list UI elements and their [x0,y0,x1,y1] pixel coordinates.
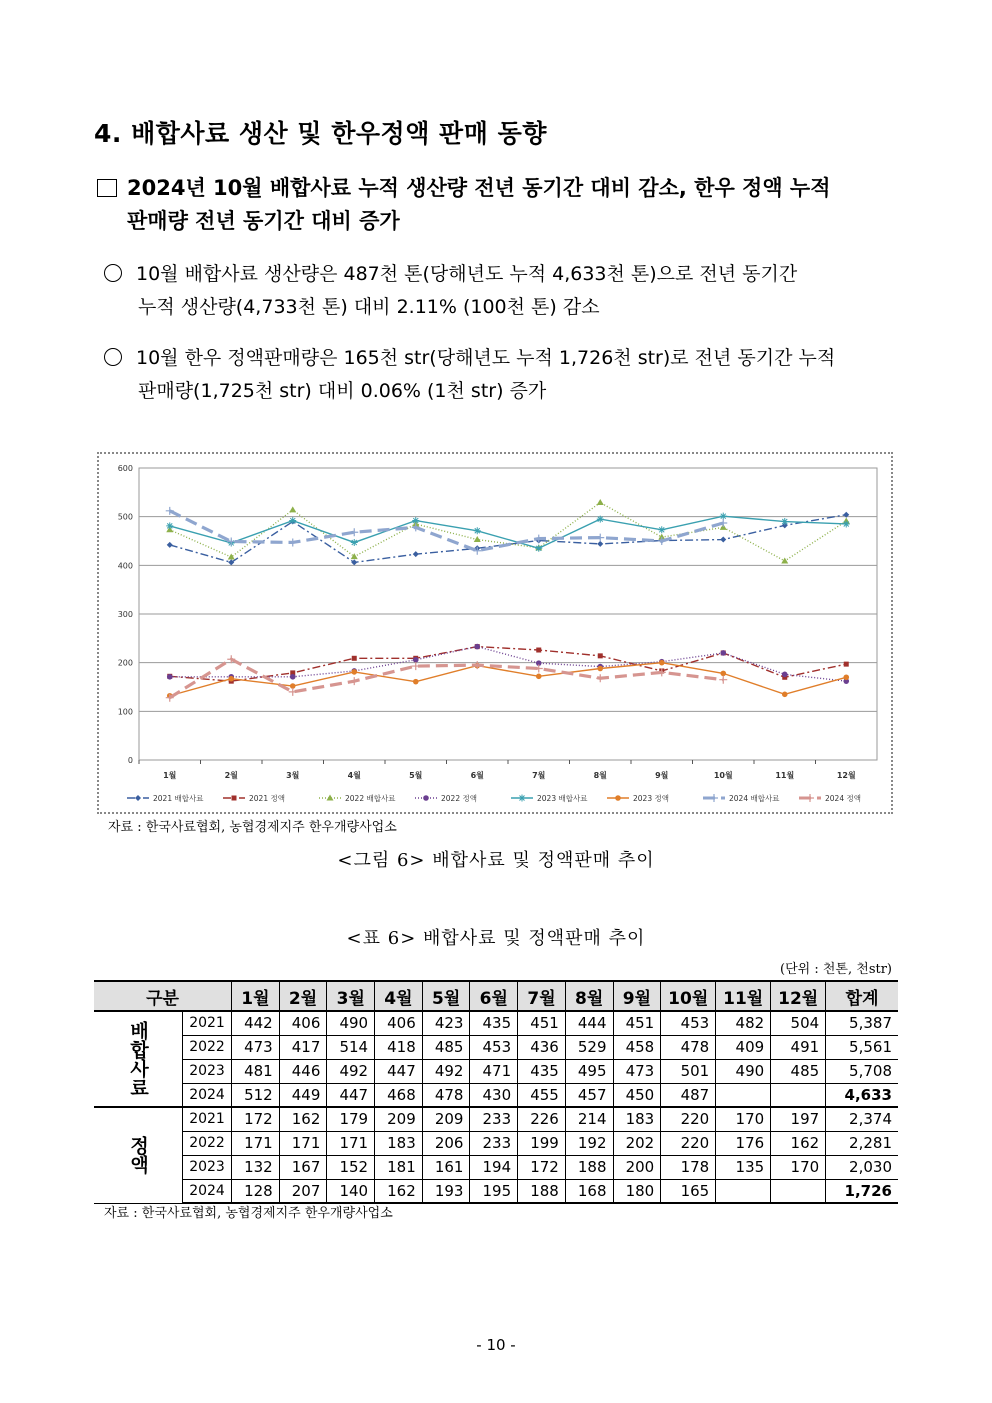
x-tick-label: 1월 [163,771,177,780]
table-cell: 453 [470,1035,518,1059]
table-cell: 183 [613,1107,661,1131]
row-year: 2022 [183,1131,232,1155]
data-point [228,554,235,560]
table-cell: 172 [232,1107,280,1131]
table-cell: 188 [565,1155,613,1179]
data-point [536,673,542,679]
header-col: 12월 [771,981,826,1011]
data-point [135,795,141,801]
table-row [94,1179,898,1203]
total-cell: 5,387 [826,1011,898,1035]
table-cell: 207 [279,1179,327,1203]
data-point [597,541,603,547]
total-cell: 2,374 [826,1107,898,1131]
data-point [659,660,665,666]
x-tick-label: 5월 [409,771,423,780]
data-point [289,538,297,546]
data-point [720,650,726,656]
table-cell: 200 [613,1155,661,1179]
table-cell [771,1083,826,1107]
table-cell: 188 [518,1179,566,1203]
x-tick-label: 7월 [532,771,546,780]
table-cell: 179 [327,1107,375,1131]
chart-source: 자료 : 한국사료협회, 농협경제지주 한우개량사업소 [108,820,397,835]
row-year: 2024 [183,1179,232,1203]
header-col: 5월 [422,981,470,1011]
data-point [719,676,727,684]
table-cell: 220 [661,1107,716,1131]
header-col: 6월 [470,981,518,1011]
data-point [782,692,788,698]
table-cell: 514 [327,1035,375,1059]
data-point [350,528,358,536]
table-cell: 482 [716,1011,771,1035]
data-point [720,537,726,543]
table-cell: 406 [279,1011,327,1035]
data-point [658,526,665,533]
table-cell: 458 [613,1035,661,1059]
legend-label: 2021 정액 [249,794,285,803]
table-cell: 468 [375,1083,423,1107]
data-point [228,676,234,682]
table-cell: 140 [327,1179,375,1203]
y-tick-label: 400 [117,561,133,571]
table-row [94,1059,898,1083]
table-cell: 501 [661,1059,716,1083]
data-point [615,795,621,801]
x-tick-label: 8월 [593,771,607,780]
table-cell [716,1083,771,1107]
table-cell: 504 [771,1011,826,1035]
table-cell: 447 [375,1059,423,1083]
table-cell: 512 [232,1083,280,1107]
table-cell: 450 [613,1083,661,1107]
row-year: 2023 [183,1155,232,1179]
group-label: 정액 [94,1107,183,1203]
total-cell: 5,708 [826,1059,898,1083]
data-point [844,662,849,667]
x-tick-label: 4월 [347,771,361,780]
table-cell: 451 [613,1011,661,1035]
data-point [289,506,296,512]
header-col: 합계 [826,981,898,1011]
table-cell: 485 [422,1035,470,1059]
data-point [413,551,419,557]
table-cell: 178 [661,1155,716,1179]
table-cell: 195 [470,1179,518,1203]
data-point [597,516,604,523]
data-point [536,648,541,653]
table-cell: 161 [422,1155,470,1179]
header-col: 8월 [565,981,613,1011]
table-header-row [94,981,898,1011]
data-point [289,517,296,524]
x-tick-label: 11월 [775,771,795,780]
table-cell: 436 [518,1035,566,1059]
table-cell: 162 [375,1179,423,1203]
table-cell: 209 [375,1107,423,1131]
data-point [413,657,419,663]
table-caption: <표 6> 배합사료 및 정액판매 추이 [346,928,646,949]
data-point [351,553,358,559]
x-tick-label: 12월 [836,771,856,780]
point-2 [104,342,904,408]
table-row [94,1035,898,1059]
header-col: 2월 [279,981,327,1011]
x-tick-label: 10월 [713,771,733,780]
table-cell: 485 [771,1059,826,1083]
table-cell: 171 [327,1131,375,1155]
data-point [598,653,603,658]
table-cell: 406 [375,1011,423,1035]
table-cell: 206 [422,1131,470,1155]
table-cell: 478 [661,1035,716,1059]
checkbox-square-icon [97,179,117,197]
data-point [535,665,543,673]
data-point [781,557,788,563]
table-cell: 449 [279,1083,327,1107]
total-cell: 5,561 [826,1035,898,1059]
table-cell: 457 [565,1083,613,1107]
data-point [290,674,296,680]
table-cell: 135 [716,1155,771,1179]
unit-label: (단위 : 천톤, 천str) [780,962,892,977]
header-col: 9월 [613,981,661,1011]
y-tick-label: 100 [117,707,133,717]
table-cell: 492 [327,1059,375,1083]
data-point [166,522,173,529]
figure-caption: <그림 6> 배합사료 및 정액판매 추이 [337,850,655,871]
table-cell: 132 [232,1155,280,1179]
header-category: 구분 [94,981,232,1011]
table-cell: 193 [422,1179,470,1203]
table-cell: 233 [470,1107,518,1131]
table-cell: 128 [232,1179,280,1203]
table-cell [716,1179,771,1203]
table-cell: 170 [771,1155,826,1179]
data-point [474,644,480,650]
data-point [412,662,420,670]
point-2-line-1: 10월 한우 정액판매량은 165천 str(당해년도 누적 1,726천 str)로 전년 동기간 누적 [136,347,836,369]
header-col: 1월 [232,981,280,1011]
y-tick-label: 600 [117,464,133,473]
data-point [351,539,358,546]
table-cell: 453 [661,1011,716,1035]
row-year: 2023 [183,1059,232,1083]
table-cell: 202 [613,1131,661,1155]
table-cell: 152 [327,1155,375,1179]
data-point [351,669,357,675]
total-cell: 2,281 [826,1131,898,1155]
x-tick-label: 9월 [655,771,669,780]
table-cell: 490 [716,1059,771,1083]
data-table [94,980,898,1204]
table-cell: 199 [518,1131,566,1155]
y-tick-label: 300 [117,610,133,619]
header-col: 10월 [661,981,716,1011]
page-number: - 10 - [476,1336,516,1354]
group-label: 배합사료 [94,1011,183,1107]
data-point [720,513,727,520]
point-1-line-1: 10월 배합사료 생산량은 487천 톤(당해년도 누적 4,633천 톤)으로 전년 동기간 [136,263,798,285]
header-col: 3월 [327,981,375,1011]
table-row [94,1011,898,1035]
section-heading: 4. 배합사료 생산 및 한우정액 판매 동향 [94,119,547,148]
table-cell: 162 [771,1131,826,1155]
table-cell: 529 [565,1035,613,1059]
data-point [167,674,173,680]
table-cell: 490 [327,1011,375,1035]
table-cell: 162 [279,1107,327,1131]
table-row [94,1155,898,1179]
summary-bullet [97,172,917,238]
table-cell: 194 [470,1155,518,1179]
table-cell: 209 [422,1107,470,1131]
data-point [289,688,297,696]
data-point [535,545,542,552]
data-point [597,666,603,672]
x-tick-label: 2월 [224,771,238,780]
data-point [843,674,849,680]
table-cell: 172 [518,1155,566,1179]
header-col: 4월 [375,981,423,1011]
data-point [719,519,727,527]
legend-label: 2024 배합사료 [729,794,780,803]
table-source: 자료 : 한국사료협회, 농협경제지주 한우개량사업소 [104,1206,393,1221]
point-2-line-2: 판매량(1,725천 str) 대비 0.06% (1천 str) 증가 [138,380,547,402]
row-year: 2024 [183,1083,232,1107]
legend-label: 2021 배합사료 [153,794,204,803]
data-point [352,656,357,661]
table-row [94,1083,898,1107]
legend-label: 2022 배합사료 [345,794,396,803]
data-point [412,517,419,524]
header-col: 7월 [518,981,566,1011]
total-cell: 2,030 [826,1155,898,1179]
data-point [167,542,173,548]
table-cell: 423 [422,1011,470,1035]
table-cell: 435 [470,1011,518,1035]
table-cell: 481 [232,1059,280,1083]
table-cell: 214 [565,1107,613,1131]
summary-line-2: 판매량 전년 동기간 대비 증가 [127,209,400,233]
point-1-line-2: 누적 생산량(4,733천 톤) 대비 2.11% (100천 톤) 감소 [138,296,600,318]
table-cell: 455 [518,1083,566,1107]
data-point [658,537,666,545]
table-cell: 418 [375,1035,423,1059]
table-cell: 442 [232,1011,280,1035]
y-tick-label: 0 [127,756,133,765]
data-point [843,520,850,527]
data-point [350,677,358,685]
y-tick-label: 200 [117,658,133,668]
table-cell: 491 [771,1035,826,1059]
data-point [720,671,726,677]
table-cell: 444 [565,1011,613,1035]
table-cell: 430 [470,1083,518,1107]
data-point [423,795,429,801]
table-cell: 181 [375,1155,423,1179]
y-tick-label: 500 [117,512,133,522]
circle-bullet-icon [104,348,122,366]
table-cell: 473 [232,1035,280,1059]
table-cell [771,1179,826,1203]
table-cell: 487 [661,1083,716,1107]
table-cell: 180 [613,1179,661,1203]
series-line [170,503,847,561]
table-cell: 165 [661,1179,716,1203]
total-cell: 4,633 [826,1083,898,1107]
data-point [597,499,604,505]
row-year: 2021 [183,1107,232,1131]
data-point [596,674,604,682]
table-cell: 478 [422,1083,470,1107]
table-cell: 171 [232,1131,280,1155]
data-point [327,795,334,801]
data-point [782,672,788,678]
data-point [806,794,814,802]
data-point [710,794,718,802]
table-cell: 170 [716,1107,771,1131]
table-cell: 447 [327,1083,375,1107]
data-point [474,527,481,534]
table-cell: 495 [565,1059,613,1083]
table-cell: 167 [279,1155,327,1179]
header-col: 11월 [716,981,771,1011]
table-cell: 183 [375,1131,423,1155]
legend-label: 2023 배합사료 [537,794,588,803]
data-point [474,536,481,542]
legend-label: 2024 정액 [825,794,861,803]
table-cell: 435 [518,1059,566,1083]
table-cell: 171 [279,1131,327,1155]
x-tick-label: 3월 [286,771,300,780]
chart-frame [97,452,893,814]
series-line [170,647,847,682]
legend-label: 2022 정액 [441,794,477,803]
data-point [781,518,788,525]
x-tick-label: 6월 [470,771,484,780]
circle-bullet-icon [104,264,122,282]
data-point [413,679,419,685]
table-cell: 473 [613,1059,661,1083]
table-row [94,1107,898,1131]
data-point [596,534,604,542]
table-row [94,1131,898,1155]
table-cell: 168 [565,1179,613,1203]
table-cell: 226 [518,1107,566,1131]
table-cell: 197 [771,1107,826,1131]
table-cell: 417 [279,1035,327,1059]
table-cell: 176 [716,1131,771,1155]
table-cell: 233 [470,1131,518,1155]
table-cell: 220 [661,1131,716,1155]
table-cell: 409 [716,1035,771,1059]
table-cell: 192 [565,1131,613,1155]
row-year: 2021 [183,1011,232,1035]
table-cell: 446 [279,1059,327,1083]
row-year: 2022 [183,1035,232,1059]
table-cell: 451 [518,1011,566,1035]
line-chart [99,454,891,812]
summary-line-1: 2024년 10월 배합사료 누적 생산량 전년 동기간 대비 감소, 한우 정액 누적 [127,176,831,200]
point-1 [104,258,904,324]
data-point [519,795,526,802]
table-cell: 471 [470,1059,518,1083]
series-line [170,515,847,563]
total-cell: 1,726 [826,1179,898,1203]
table-cell: 492 [422,1059,470,1083]
data-point [232,796,237,801]
legend-label: 2023 정액 [633,794,669,803]
